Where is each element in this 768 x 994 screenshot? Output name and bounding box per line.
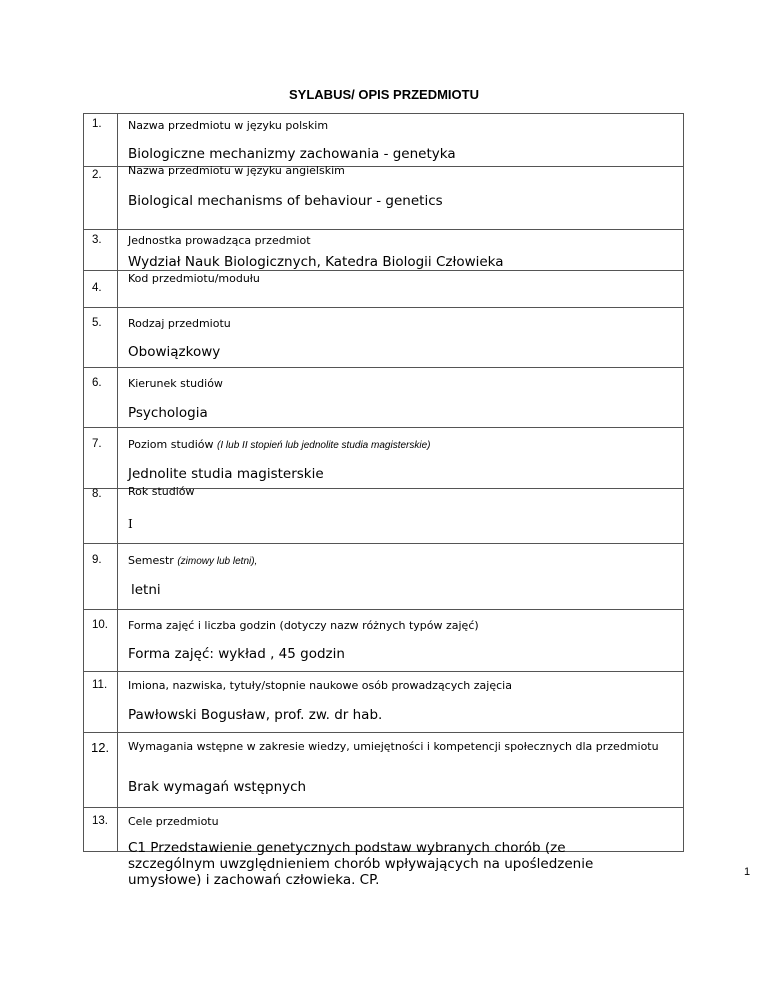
- row-number: 8.: [92, 488, 102, 500]
- row-separator: [84, 609, 683, 610]
- row-separator: [84, 671, 683, 672]
- row-number: 6.: [92, 377, 102, 389]
- row-value: letni: [131, 582, 161, 598]
- row-value: Biologiczne mechanizmy zachowania - genetyka: [128, 146, 456, 162]
- row-number: 4.: [92, 282, 102, 294]
- row-label: Nazwa przedmiotu w języku polskim: [128, 119, 329, 132]
- row-separator: [84, 807, 683, 808]
- row-separator: [84, 543, 683, 544]
- row-label: Cele przedmiotu: [128, 815, 219, 828]
- row-value: Obowiązkowy: [128, 344, 221, 360]
- row-number: 3.: [92, 234, 102, 246]
- row-value: Brak wymagań wstępnych: [128, 779, 307, 795]
- row-number: 10.: [92, 619, 108, 631]
- row-label: Jednostka prowadząca przedmiot: [128, 234, 311, 247]
- row-value: Psychologia: [128, 405, 208, 421]
- column-divider: [117, 114, 118, 851]
- row-number: 11.: [92, 679, 108, 691]
- document-title: SYLABUS/ OPIS PRZEDMIOTU: [289, 87, 479, 102]
- row-value: Wydział Nauk Biologicznych, Katedra Biologii Człowieka: [128, 254, 504, 270]
- row-label: Rok studiów: [128, 485, 195, 498]
- row-separator: [84, 427, 683, 428]
- row-label: Kod przedmiotu/modułu: [128, 272, 260, 285]
- row-label-note: (zimowy lub letni),: [177, 556, 258, 567]
- row-label: Rodzaj przedmiotu: [128, 317, 231, 330]
- row-number: 2.: [92, 169, 102, 181]
- row-label: Nazwa przedmiotu w języku angielskim: [128, 164, 345, 177]
- row-number: 1.: [92, 118, 102, 130]
- row-label-text: Poziom studiów: [128, 438, 214, 451]
- row-label-note: (I lub II stopień lub jednolite studia magisterskie): [217, 440, 431, 451]
- row-number: 9.: [92, 554, 102, 566]
- row-label: Wymagania wstępne w zakresie wiedzy, umiejętności i kompetencji społecznych dla przedmiotu: [128, 740, 659, 753]
- syllabus-table: [83, 113, 684, 888]
- row-label: [128, 438, 678, 453]
- row-separator: [84, 270, 683, 271]
- row-label: Kierunek studiów: [128, 377, 223, 390]
- row-number: 12.: [91, 740, 110, 755]
- row-value: C1 Przedstawienie genetycznych podstaw wybranych chorób (ze szczególnym uwzględnieniem chorób wpływających na upośledzenie umysłowe) i zachowań człowieka. CP.: [128, 840, 594, 888]
- row-number: 5.: [92, 317, 102, 329]
- row-label: Forma zajęć i liczba godzin (dotyczy nazw różnych typów zajęć): [128, 619, 479, 632]
- row-label: Imiona, nazwiska, tytuły/stopnie naukowe osób prowadzących zajęcia: [128, 679, 512, 692]
- row-value: Jednolite studia magisterskie: [128, 466, 324, 482]
- row-value: Pawłowski Bogusław, prof. zw. dr hab.: [128, 707, 383, 723]
- row-value: I: [128, 517, 133, 531]
- row-separator: [84, 307, 683, 308]
- row-label: [128, 554, 678, 569]
- row-separator: [84, 367, 683, 368]
- row-separator: [84, 229, 683, 230]
- row-value: Biological mechanisms of behaviour - genetics: [128, 193, 443, 209]
- row-number: 7.: [92, 438, 102, 450]
- row-value: Forma zajęć: wykład , 45 godzin: [128, 646, 345, 662]
- page-number: 1: [744, 866, 751, 878]
- row-number: 13.: [92, 815, 108, 827]
- row-label-text: Semestr: [128, 554, 174, 567]
- row-separator: [84, 732, 683, 733]
